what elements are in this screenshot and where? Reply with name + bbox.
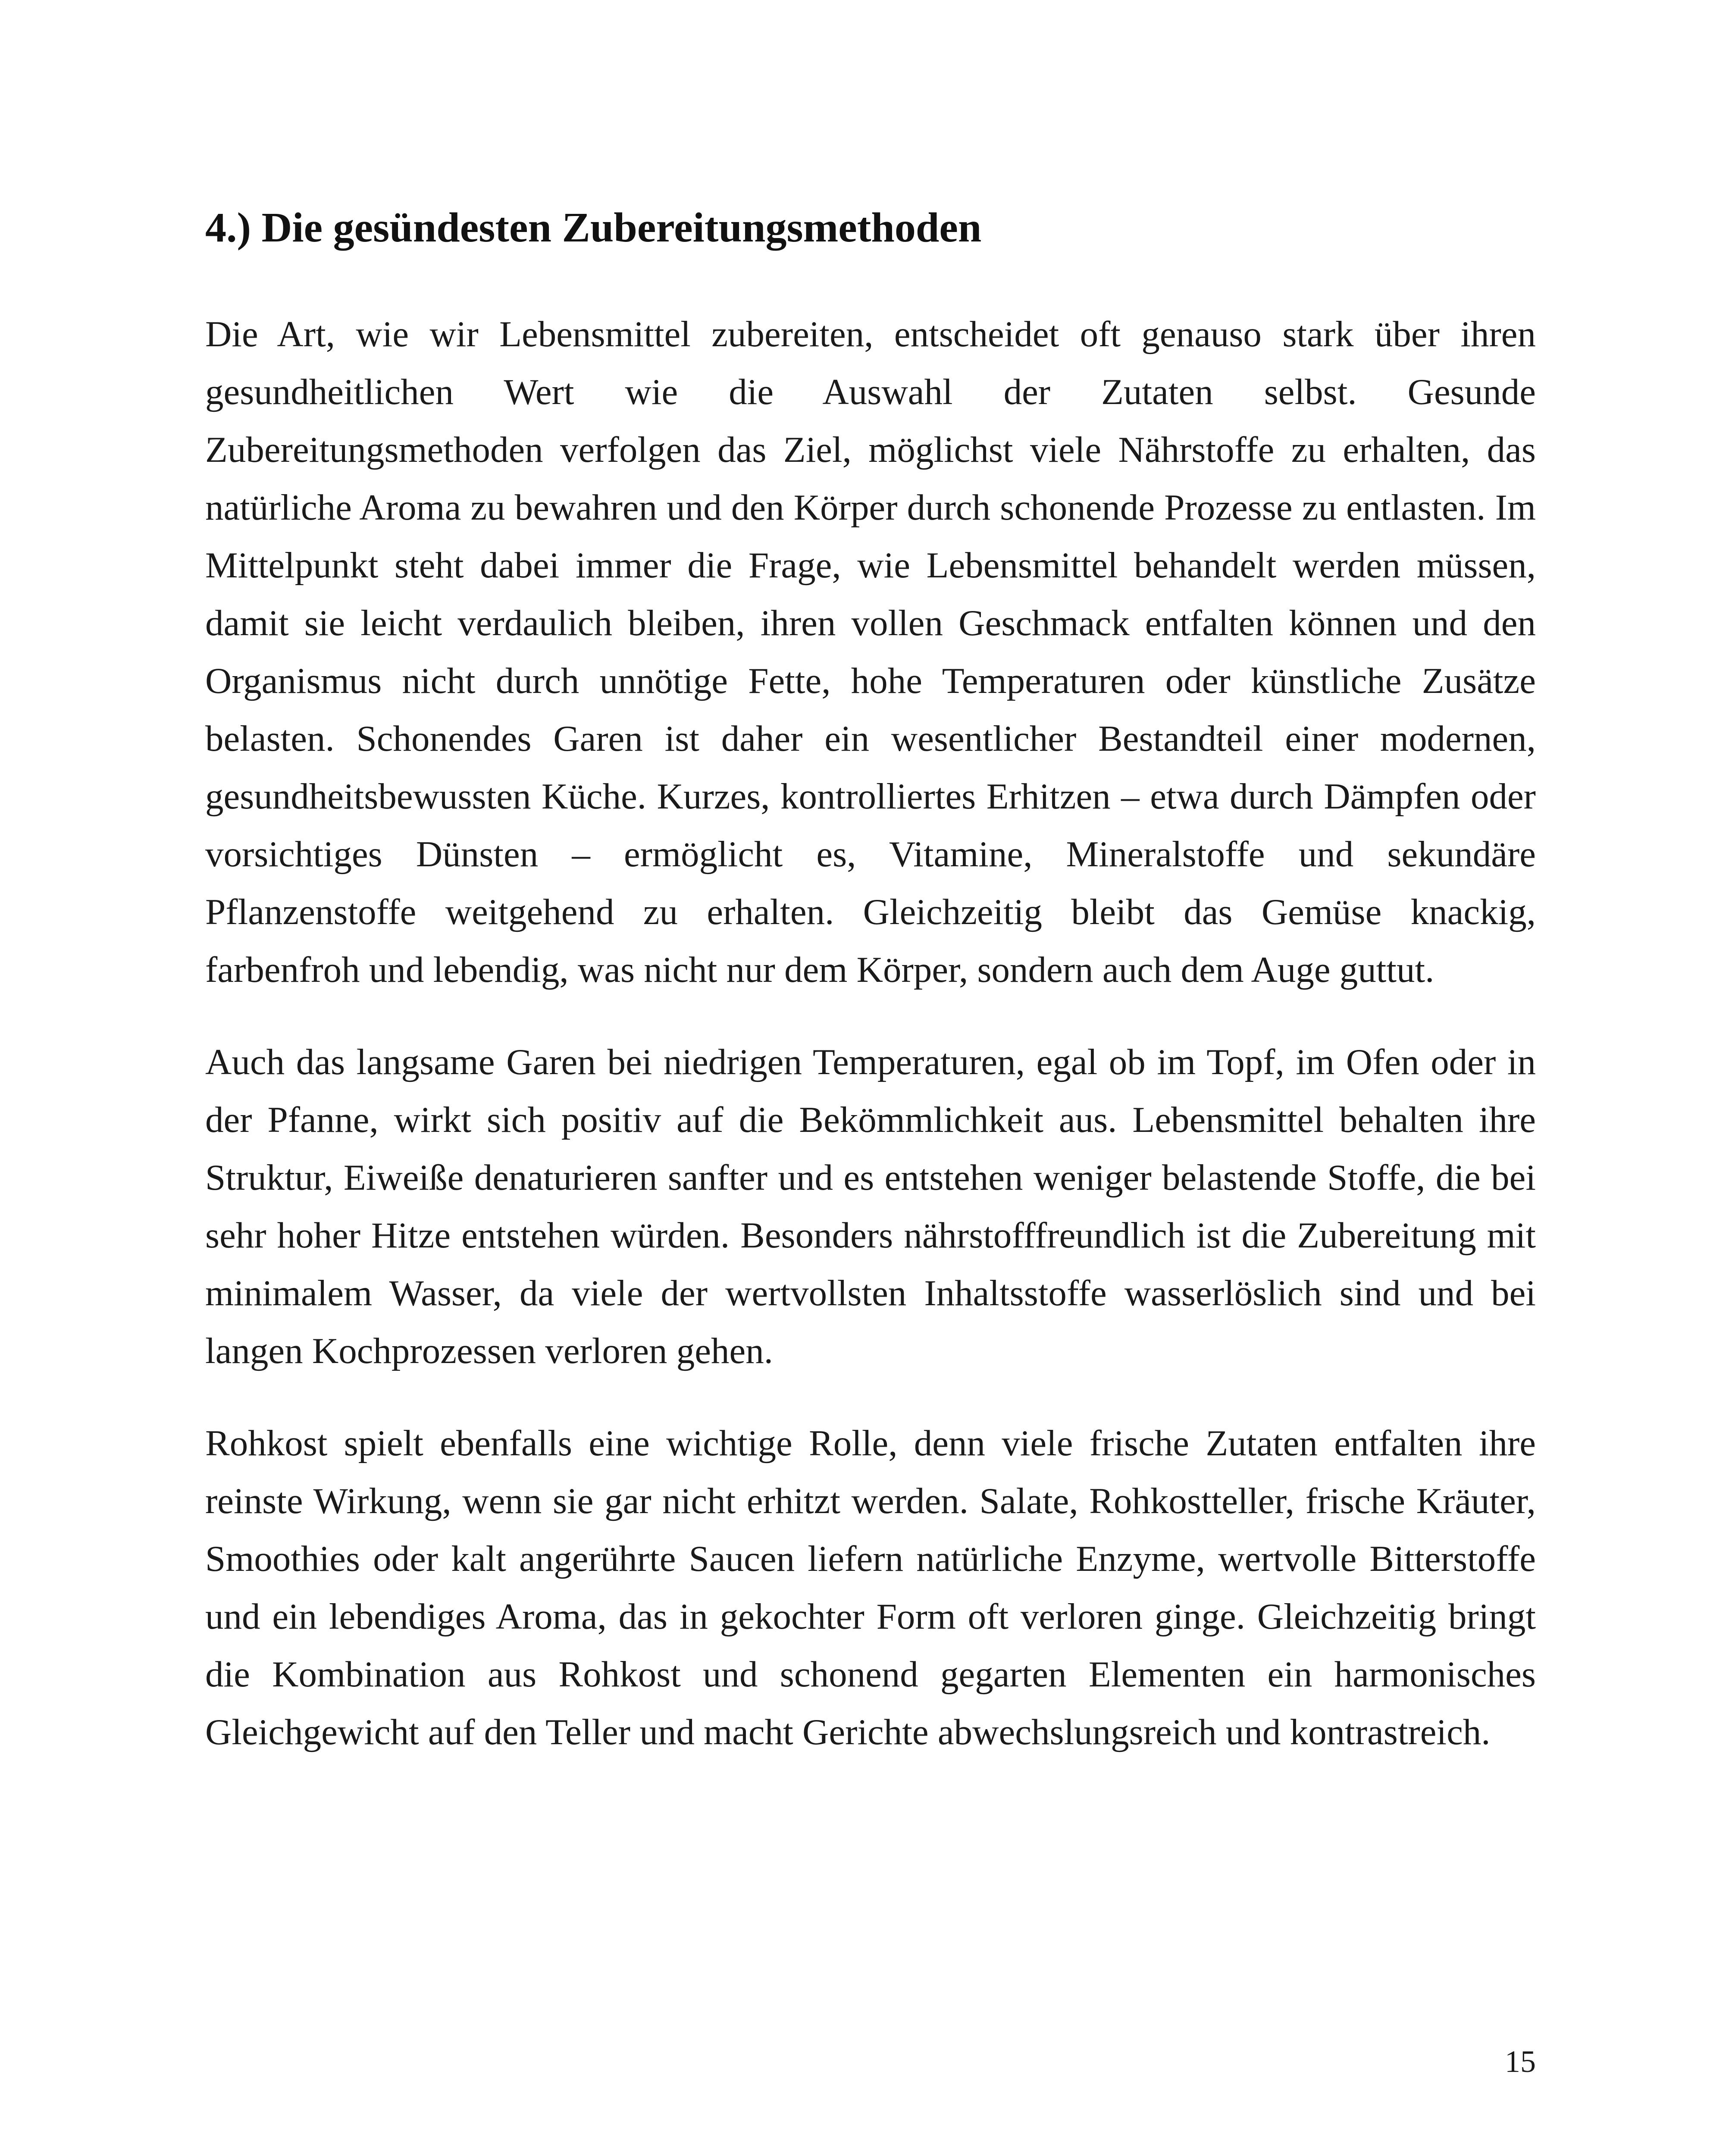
page-number: 15 <box>1505 2044 1536 2079</box>
section-heading: 4.) Die gesündesten Zubereitungsmethoden <box>205 204 982 251</box>
paragraph-3: Rohkost spielt ebenfalls eine wichtige Rolle, denn viele frische Zutaten entfalten ihre reinste Wirkung, wenn sie gar nicht erhitzt werden. Salate, Rohkostteller, frische Kräuter, Smoothies oder kalt angerührte Saucen liefern natürliche Enzyme, wertvolle Bitterstoffe und ein lebendiges Aroma, das in gekochter Form oft verloren ginge. Gleichzeitig bringt die Kombination aus Rohkost und schonend gegarten Elementen ein harmonisches Gleichgewicht auf den Teller und macht Gerichte abwechslungsreich und kontrastreich. <box>205 1423 1536 1752</box>
page-content <box>205 203 1536 1796</box>
paragraph-1: Die Art, wie wir Lebensmittel zubereiten, entscheidet oft genauso stark über ihren gesundheitlichen Wert wie die Auswahl der Zutaten selbst. Gesunde Zubereitungsmethoden verfolgen das Ziel, möglichst viele Nährstoffe zu erhalten, das natürliche Aroma zu bewahren und den Körper durch schonende Prozesse zu entlasten. Im Mittelpunkt steht dabei immer die Frage, wie Lebensmittel behandelt werden müssen, damit sie leicht verdaulich bleiben, ihren vollen Geschmack entfalten können und den Organismus nicht durch unnötige Fette, hohe Temperaturen oder künstliche Zusätze belasten. Schonendes Garen ist daher ein wesentlicher Bestandteil einer modernen, gesundheitsbewussten Küche. Kurzes, kontrolliertes Erhitzen – etwa durch Dämpfen oder vorsichtiges Dünsten – ermöglicht es, Vitamine, Mineralstoffe und sekundäre Pflanzenstoffe weitgehend zu erhalten. Gleichzeitig bleibt das Gemüse knackig, farbenfroh und lebendig, was nicht nur dem Körper, sondern auch dem Auge guttut. <box>205 313 1536 990</box>
paragraph-2: Auch das langsame Garen bei niedrigen Temperaturen, egal ob im Topf, im Ofen oder in der Pfanne, wirkt sich positiv auf die Bekömmlichkeit aus. Lebensmittel behalten ihre Struktur, Eiweiße denaturieren sanfter und es entstehen weniger belastende Stoffe, die bei sehr hoher Hitze entstehen würden. Besonders nährstofffreundlich ist die Zubereitung mit minimalem Wasser, da viele der wertvollsten Inhaltsstoffe wasserlöslich sind und bei langen Kochprozessen verloren gehen. <box>205 1041 1536 1371</box>
